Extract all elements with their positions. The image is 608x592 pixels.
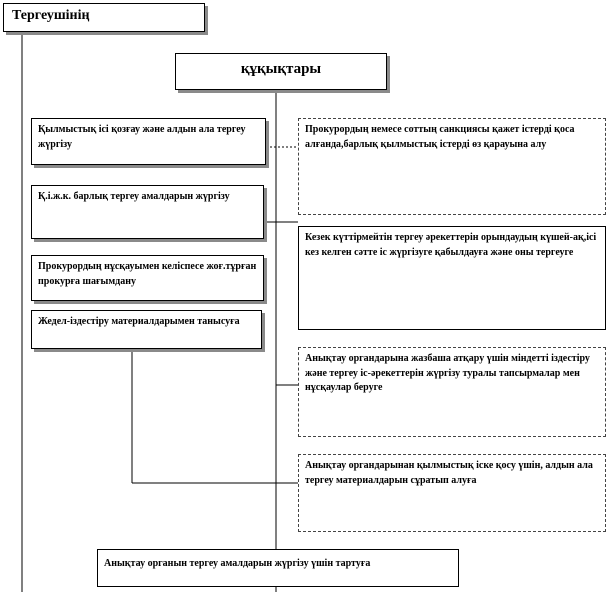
right-right-box-2: Кезек күттірмейтін тергеу әрекеттерін орындаудың күшей-ақ,ісі кез келген сәтте іс жүргізуге қабылдауға және оны тергеуге (298, 226, 606, 330)
left-right-box-3: Прокурордың нұсқауымен келіспесе жоғ.тұрған прокурға шағымдану (31, 255, 264, 301)
right-right-box-3: Анықтау органдарына жазбаша атқару үшін міндетті іздестіру және тергеу іс-әрекеттерін жүргізу туралы тапсырмалар мен нұсқаулар беруге (298, 347, 606, 437)
left-right-box-2: Қ.і.ж.к. барлық тергеу амалдарын жүргізу (31, 185, 264, 239)
rights-heading-box: құқықтары (175, 53, 387, 90)
bottom-right-box: Анықтау органын тергеу амалдарын жүргізу үшін тартуға (97, 549, 459, 587)
right-right-box-4: Анықтау органдарынан қылмыстық іске қосу үшін, алдын ала тергеу материалдарын сұратып алуға (298, 454, 606, 532)
left-right-box-4: Жедел-іздестіру материалдарымен танысуға (31, 310, 262, 349)
left-right-box-1: Қылмыстық ісі қозғау және алдын ала тергеу жүргізу (31, 118, 266, 165)
right-right-box-1: Прокурордың немесе соттың санкциясы қажет істерді қоса алғанда,барлық қылмыстық істерді өз қарауына алу (298, 118, 606, 215)
title-box: Тергеушінің (3, 3, 205, 32)
